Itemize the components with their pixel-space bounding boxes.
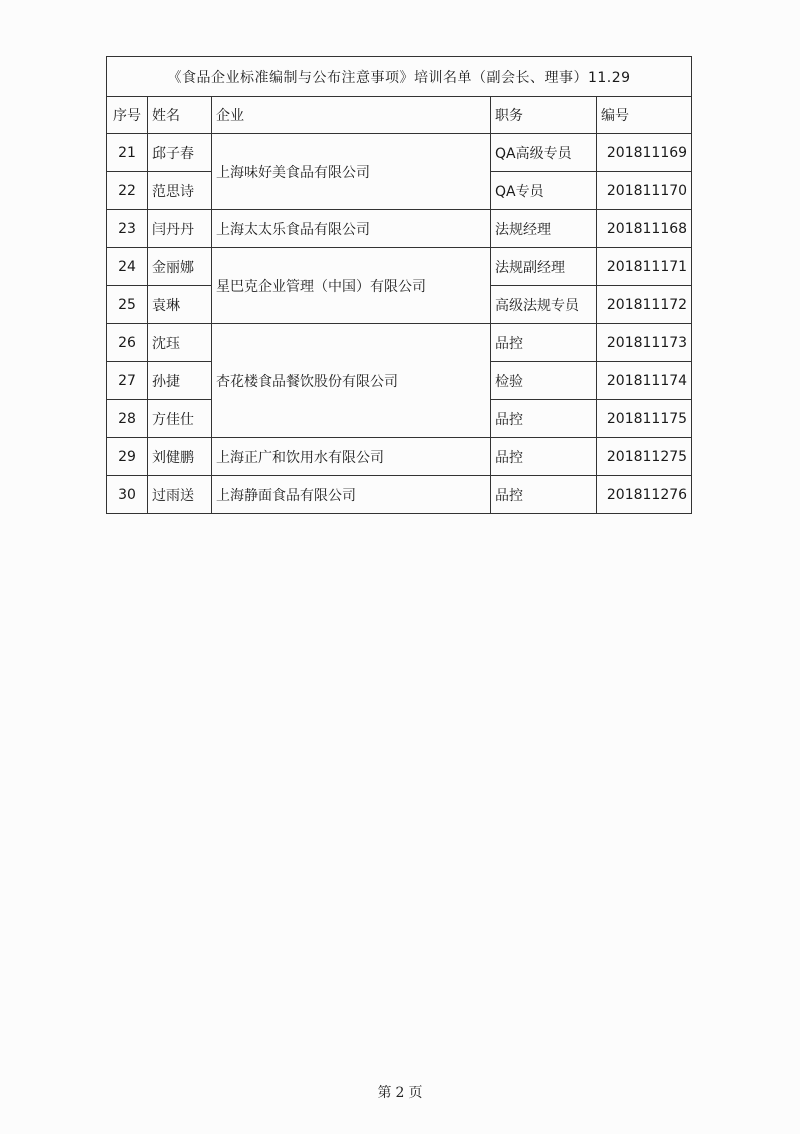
row-code: 201811276: [597, 476, 692, 514]
row-position: QA专员: [491, 172, 597, 210]
row-position: 品控: [491, 324, 597, 362]
header-position: 职务: [491, 97, 597, 134]
row-name: 孙捷: [148, 362, 212, 400]
row-position: 法规副经理: [491, 248, 597, 286]
row-name: 刘健鹏: [148, 438, 212, 476]
table-row: [107, 210, 692, 248]
row-company: 星巴克企业管理（中国）有限公司: [212, 248, 491, 324]
training-roster-table: [106, 56, 692, 514]
row-position: QA高级专员: [491, 134, 597, 172]
row-code: 201811170: [597, 172, 692, 210]
row-code: 201811168: [597, 210, 692, 248]
row-company: 上海静面食品有限公司: [212, 476, 491, 514]
header-code: 编号: [597, 97, 692, 134]
row-code: 201811173: [597, 324, 692, 362]
header-no: 序号: [107, 97, 148, 134]
table-row: [107, 324, 692, 362]
row-company: 杏花楼食品餐饮股份有限公司: [212, 324, 491, 438]
table-row: [107, 248, 692, 286]
row-no: 27: [107, 362, 148, 400]
page-number: 2: [395, 1085, 405, 1101]
row-position: 品控: [491, 400, 597, 438]
row-company: 上海正广和饮用水有限公司: [212, 438, 491, 476]
row-no: 23: [107, 210, 148, 248]
row-code: 201811174: [597, 362, 692, 400]
row-code: 201811175: [597, 400, 692, 438]
row-code: 201811172: [597, 286, 692, 324]
row-no: 21: [107, 134, 148, 172]
page-footer-suffix: 页: [408, 1085, 423, 1101]
row-no: 29: [107, 438, 148, 476]
table-row: [107, 438, 692, 476]
page-footer-prefix: 第: [377, 1085, 392, 1101]
row-no: 22: [107, 172, 148, 210]
row-position: 法规经理: [491, 210, 597, 248]
row-name: 闫丹丹: [148, 210, 212, 248]
table-header-row: [107, 97, 692, 134]
page-footer: [0, 1082, 800, 1102]
table-row: [107, 134, 692, 172]
row-name: 沈珏: [148, 324, 212, 362]
row-name: 方佳仕: [148, 400, 212, 438]
row-position: 检验: [491, 362, 597, 400]
header-name: 姓名: [148, 97, 212, 134]
row-code: 201811275: [597, 438, 692, 476]
row-company: 上海太太乐食品有限公司: [212, 210, 491, 248]
row-name: 邱子春: [148, 134, 212, 172]
row-position: 高级法规专员: [491, 286, 597, 324]
row-company: 上海味好美食品有限公司: [212, 134, 491, 210]
table-row: [107, 476, 692, 514]
row-position: 品控: [491, 438, 597, 476]
row-code: 201811171: [597, 248, 692, 286]
row-name: 范思诗: [148, 172, 212, 210]
header-company: 企业: [212, 97, 491, 134]
table-title-row: [107, 57, 692, 97]
table-title: 《食品企业标准编制与公布注意事项》培训名单（副会长、理事）11.29: [107, 57, 692, 97]
row-name: 袁琳: [148, 286, 212, 324]
row-name: 金丽娜: [148, 248, 212, 286]
row-no: 24: [107, 248, 148, 286]
row-name: 过雨送: [148, 476, 212, 514]
row-no: 25: [107, 286, 148, 324]
row-no: 26: [107, 324, 148, 362]
row-no: 30: [107, 476, 148, 514]
row-code: 201811169: [597, 134, 692, 172]
row-position: 品控: [491, 476, 597, 514]
row-no: 28: [107, 400, 148, 438]
